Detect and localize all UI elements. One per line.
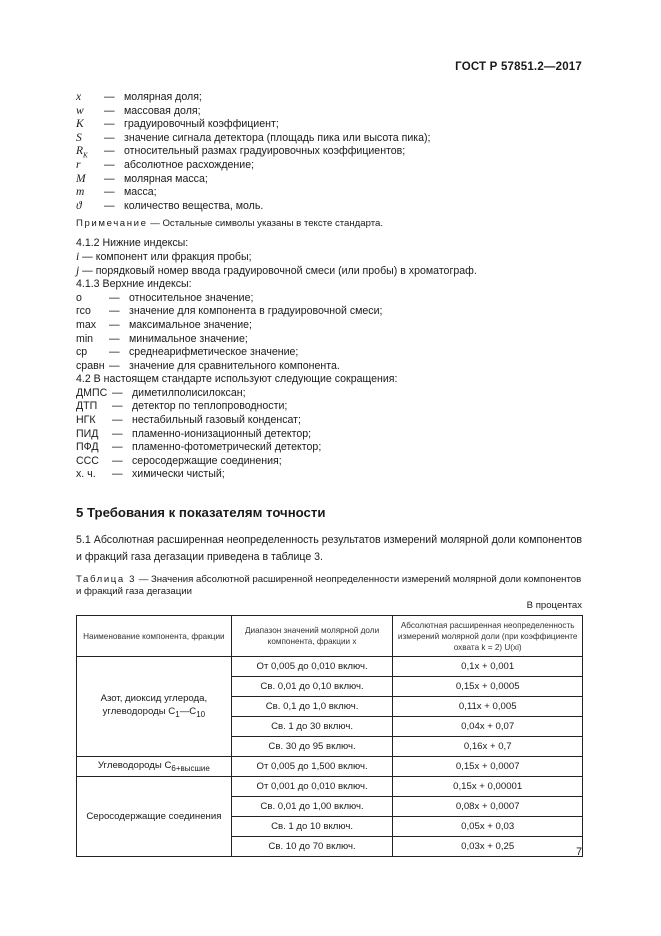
dash: —: [104, 172, 115, 185]
note-label: Примечание: [76, 218, 148, 230]
range-cell: Св. 10 до 70 включ.: [231, 837, 393, 857]
abbreviation-row: [76, 428, 582, 442]
dash: —: [112, 400, 123, 413]
index-symbol: сравн: [76, 359, 105, 372]
range-cell: От 0,005 до 1,500 включ.: [231, 757, 393, 777]
range-cell: Св. 0,01 до 1,00 включ.: [231, 797, 393, 817]
component-cell: Углеводороды $C_{6+высшие}$: [77, 757, 232, 777]
symbol-description: масса;: [124, 186, 157, 199]
uncertainty-cell: 0,08x + 0,0007: [393, 797, 583, 817]
range-cell: Св. 1 до 30 включ.: [231, 717, 393, 737]
abbreviation-row: [76, 455, 582, 469]
dash: —: [112, 468, 123, 481]
abbreviation: х. ч.: [76, 468, 96, 481]
uncertainty-cell: 0,16x + 0,7: [393, 737, 583, 757]
table-row: [77, 777, 583, 797]
range-cell: Св. 0,1 до 1,0 включ.: [231, 697, 393, 717]
note-text: — Остальные символы указаны в тексте стандарта.: [147, 218, 384, 230]
abbreviation-row: [76, 414, 582, 428]
column-header-component: Наименование компонента, фракции: [77, 616, 232, 657]
lower-indices-heading: 4.1.2 Нижние индексы:: [76, 237, 189, 250]
dash: —: [109, 291, 120, 304]
abbreviation-description: серосодержащие соединения;: [132, 454, 282, 467]
page-number: 7: [576, 846, 582, 858]
dash: —: [109, 346, 120, 359]
index-row: [76, 333, 582, 347]
table-header-row: [77, 616, 583, 657]
symbol-row: [76, 173, 582, 187]
symbol-row: [76, 145, 582, 159]
dash: —: [109, 318, 120, 331]
dash: —: [104, 104, 115, 117]
table-caption: [76, 574, 582, 598]
uncertainty-cell: 0,15x + 0,0007: [393, 757, 583, 777]
dash: —: [112, 414, 123, 427]
column-header-uncertainty: Абсолютная расширенная неопределенность измерений молярной доли (при коэффициенте охвата k = 2) U(xi): [393, 616, 583, 657]
abbreviation-description: диметилполисилоксан;: [132, 386, 246, 399]
table-row: [77, 757, 583, 777]
symbol-description: градуировочный коэффициент;: [124, 118, 279, 131]
abbreviations-heading: 4.2 В настоящем стандарте используют следующие сокращения:: [76, 373, 398, 386]
table-units: В процентах: [526, 600, 582, 612]
symbol-row: [76, 118, 582, 132]
column-header-range: Диапазон значений молярной доли компонента, фракции x: [231, 616, 393, 657]
abbreviation: ДМПС: [76, 386, 108, 399]
abbreviation-row: [76, 387, 582, 401]
symbol: w: [76, 104, 84, 117]
index-symbol: ср: [76, 346, 88, 359]
index-row: [76, 305, 582, 319]
symbol-row: [76, 186, 582, 200]
dash: —: [104, 199, 115, 212]
index-row: [76, 292, 582, 306]
symbol: r: [76, 158, 81, 171]
section-title: 5 Требования к показателям точности: [76, 505, 326, 521]
dash: —: [109, 332, 120, 345]
index-symbol: гсо: [76, 305, 91, 318]
symbol-row: [76, 105, 582, 119]
dash: —: [112, 386, 123, 399]
upper-indices-heading: 4.1.3 Верхние индексы:: [76, 278, 192, 291]
index-description: максимальное значение;: [129, 318, 252, 331]
abbreviation-row: [76, 468, 582, 482]
table-caption-label: Таблица 3: [76, 574, 137, 586]
uncertainty-cell: 0,11x + 0,005: [393, 697, 583, 717]
abbreviation: ССС: [76, 454, 99, 467]
symbol-description: молярная масса;: [124, 172, 208, 185]
range-cell: От 0,005 до 0,010 включ.: [231, 657, 393, 677]
component-cell: Серосодержащие соединения: [77, 777, 232, 857]
symbol-description: абсолютное расхождение;: [124, 158, 255, 171]
symbol: x: [76, 91, 82, 103]
symbols-list: [76, 91, 582, 213]
index-row: [76, 360, 582, 374]
symbol: $R_K$: [76, 145, 88, 160]
dash: —: [112, 427, 123, 440]
symbol-description: относительный размах градуировочных коэффициентов;: [124, 145, 406, 158]
uncertainty-cell: 0,15x + 0,0005: [393, 677, 583, 697]
dash: —: [112, 441, 123, 454]
symbol-description: количество вещества, моль.: [124, 199, 264, 212]
symbol-description: массовая доля;: [124, 104, 201, 117]
dash: —: [104, 158, 115, 171]
page-content: [76, 91, 582, 857]
abbreviation-row: [76, 441, 582, 455]
uncertainty-cell: 0,03x + 0,25: [393, 837, 583, 857]
accuracy-table: [76, 615, 583, 857]
dash: —: [104, 186, 115, 199]
index-description: — компонент или фракция пробы;: [82, 250, 252, 263]
symbol: m: [76, 186, 85, 199]
symbol: S: [76, 131, 82, 144]
uncertainty-cell: 0,15x + 0,00001: [393, 777, 583, 797]
dash: —: [109, 305, 120, 318]
abbreviation-description: детектор по теплопроводности;: [132, 400, 288, 413]
symbol: K: [76, 118, 84, 131]
dash: —: [104, 131, 115, 144]
dash: —: [104, 118, 115, 131]
symbol-description: значение сигнала детектора (площадь пика или высота пика);: [124, 131, 431, 144]
index-description: значение для компонента в градуировочной смеси;: [129, 305, 383, 318]
abbreviation: ПФД: [76, 441, 99, 454]
abbreviation: ПИД: [76, 427, 99, 440]
abbreviation-description: нестабильный газовый конденсат;: [132, 414, 301, 427]
index-description: минимальное значение;: [129, 332, 248, 345]
symbol-row: [76, 91, 582, 105]
symbol-row: [76, 200, 582, 214]
abbreviation-description: химически чистый;: [132, 468, 225, 481]
index-description: среднеарифметическое значение;: [129, 346, 299, 359]
dash: —: [112, 454, 123, 467]
dash: —: [104, 145, 115, 158]
abbreviation-row: [76, 400, 582, 414]
uncertainty-cell: 0,05x + 0,03: [393, 817, 583, 837]
index-row: [76, 319, 582, 333]
uncertainty-cell: 0,1x + 0,001: [393, 657, 583, 677]
range-cell: Св. 30 до 95 включ.: [231, 737, 393, 757]
symbol: M: [76, 172, 86, 185]
index-description: относительное значение;: [129, 291, 254, 304]
dash: —: [104, 91, 115, 103]
symbol-row: [76, 159, 582, 173]
symbol: ϑ: [76, 199, 82, 212]
range-cell: От 0,001 до 0,010 включ.: [231, 777, 393, 797]
symbol-description: молярная доля;: [124, 91, 202, 103]
table-row: [77, 657, 583, 677]
section-paragraph: 5.1 Абсолютная расширенная неопределенность результатов измерений молярной доли компонентов и фракций газа дегазации приведена в таблице 3.: [76, 534, 582, 564]
abbreviation-description: пламенно-ионизационный детектор;: [132, 427, 312, 440]
index-symbol: о: [76, 291, 82, 304]
abbreviation: НГК: [76, 414, 96, 427]
dash: —: [109, 359, 120, 372]
component-cell: Азот, диоксид углерода, углеводороды $C_1—C_{10}$: [77, 657, 232, 757]
index-symbol: min: [76, 332, 94, 345]
uncertainty-cell: 0,04x + 0,07: [393, 717, 583, 737]
index-description: значение для сравнительного компонента.: [129, 359, 340, 372]
range-cell: Св. 0,01 до 0,10 включ.: [231, 677, 393, 697]
abbreviation-description: пламенно-фотометрический детектор;: [132, 441, 322, 454]
range-cell: Св. 1 до 10 включ.: [231, 817, 393, 837]
index-row: [76, 265, 582, 279]
table-caption-text: — Значения абсолютной расширенной неопределенности измерений молярной доли компонентов и фракций газа дегазации: [76, 574, 582, 598]
index-symbol: j: [76, 264, 80, 277]
index-symbol: i: [76, 250, 80, 263]
index-description: — порядковый номер ввода градуировочной смеси (или пробы) в хроматограф.: [82, 264, 477, 277]
abbreviation: ДТП: [76, 400, 98, 413]
note: [76, 217, 582, 231]
index-row: [76, 251, 582, 265]
symbol-row: [76, 132, 582, 146]
index-symbol: max: [76, 318, 97, 331]
document-header: ГОСТ Р 57851.2—2017: [455, 61, 582, 73]
index-row: [76, 346, 582, 360]
